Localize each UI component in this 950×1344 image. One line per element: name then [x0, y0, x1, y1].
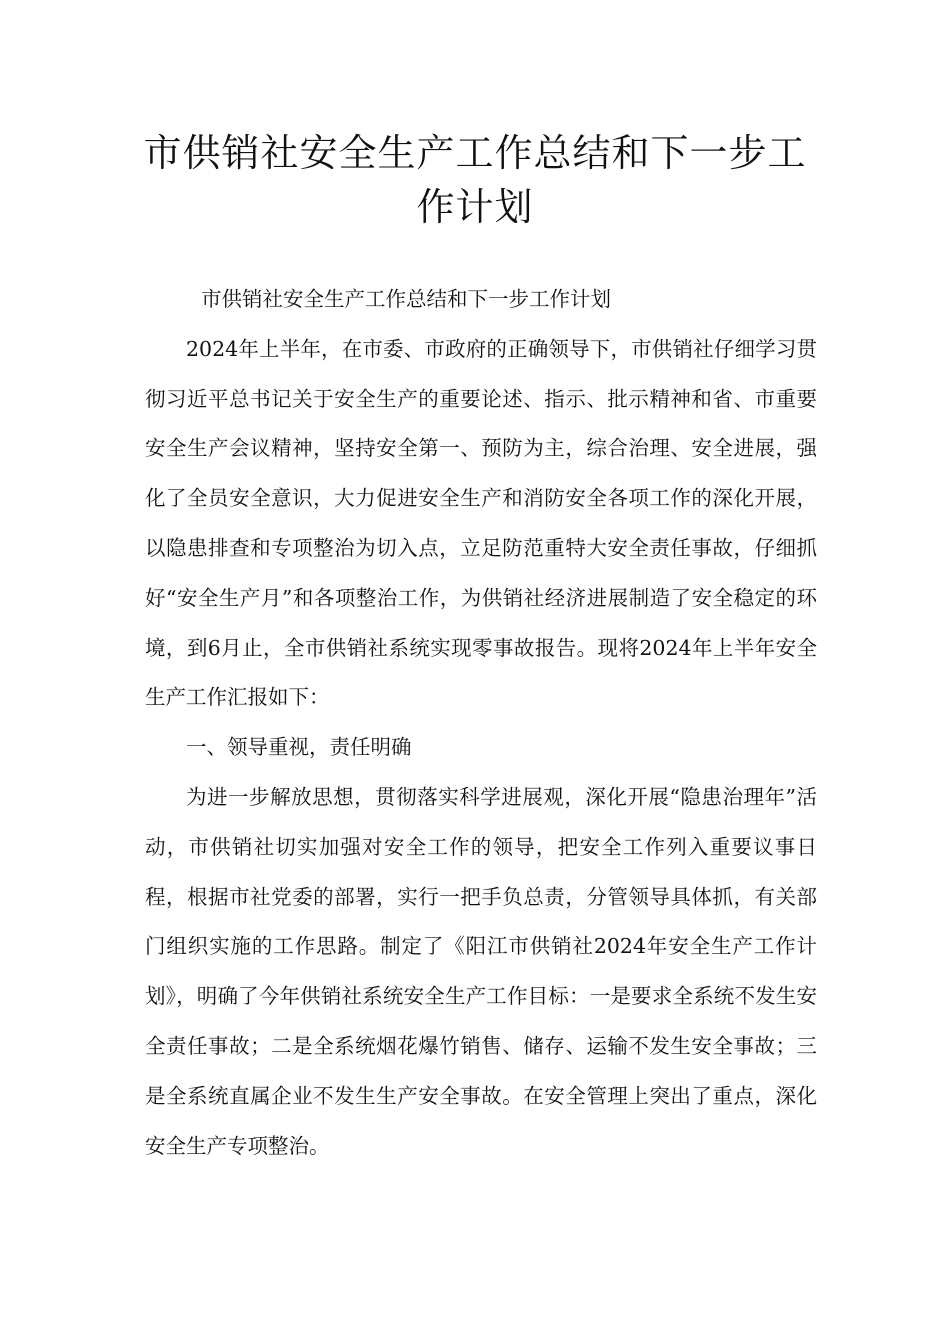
- paragraph-section-1: 为进一步解放思想，贯彻落实科学进展观，深化开展“隐患治理年”活动，市供销社切实加强对安全工作的领导，把安全工作列入重要议事日程，根据市社党委的部署，实行一把手负总责，分管领导具体抓，有关部门组织实施的工作思路。制定了《阳江市供销社2024年安全生产工作计划》，明确了今年供销社系统安全生产工作目标：一是要求全系统不发生安全责任事故；二是全系统烟花爆竹销售、储存、运输不发生安全事故；三是全系统直属企业不发生生产安全事故。在安全管理上突出了重点，深化安全生产专项整治。: [145, 784, 817, 1158]
- section-heading-1: 一、领导重视，责任明确: [186, 735, 412, 760]
- document-subtitle: 市供销社安全生产工作总结和下一步工作计划: [201, 287, 611, 311]
- document-title: 市供销社安全生产工作总结和下一步工作计划: [143, 131, 807, 229]
- paragraph-intro: 2024年上半年，在市委、市政府的正确领导下，市供销社仔细学习贯彻习近平总书记关于安全生产的重要论述、指示、批示精神和省、市重要安全生产会议精神，坚持安全第一、预防为主，综合治理、安全进展，强化了全员安全意识，大力促进安全生产和消防安全各项工作的深化开展，以隐患排查和专项整治为切入点，立足防范重特大安全责任事故，仔细抓好“安全生产月”和各项整治工作，为供销社经济进展制造了安全稳定的环境，到6月止，全市供销社系统实现零事故报告。现将2024年上半年安全生产工作汇报如下：: [145, 336, 817, 710]
- document-body: [145, 275, 817, 1171]
